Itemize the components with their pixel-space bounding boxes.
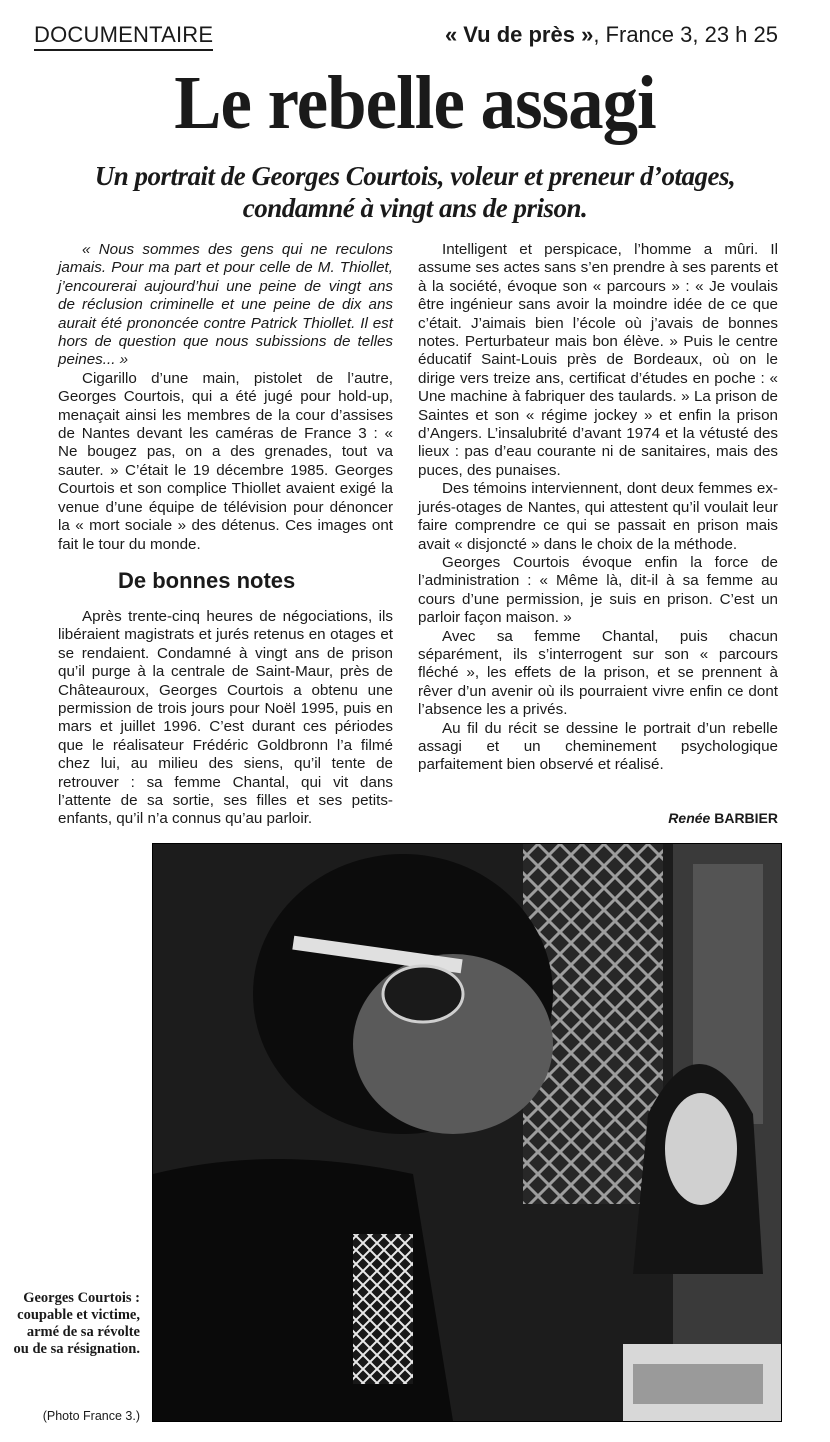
right-column xyxy=(418,241,778,775)
broadcast-info xyxy=(445,22,778,48)
subheading: De bonnes notes xyxy=(118,567,296,593)
paragraph: « Nous sommes des gens qui ne reculons jamais. Pour ma part et pour celle de M. Thiollet, j’encourerai aujourd’hui une peine de vingt ans de réclusion criminelle et une peine de dix ans aurait été prononcée contre Patrick Thiollet. Il est hors de question que nous subissions de telles peines... » xyxy=(58,241,393,369)
channel-time: , France 3, 23 h 25 xyxy=(593,22,778,47)
paragraph: Des témoins interviennent, dont deux femmes ex-jurés-otages de Nantes, qui attestent qu’il voulait leur faire comprendre ce qui se passait en prison mais avait « disjoncté » dans le choix de la méthode. xyxy=(418,480,778,553)
left-column xyxy=(58,241,393,829)
paragraph: Intelligent et perspicace, l’homme a mûri. Il assume ses actes sans s’en prendre à ses parents et à la société, évoque son « parcours » : « Je voulais être ingénieur sans avoir la moindre idée de ce que c’était. J’aimais bien l’école où j’avais de bonnes notes. Perturbateur mais bon élève. » Puis le centre éducatif Saint-Louis près de Bordeaux, où on le dirige vers treize ans, certificat d’études en poche : « Une machine à fabriquer des taulards. » La prison de Saintes et son « régime jockey » et enfin la prison d’Angers. L’insalubrité d’avant 1974 et la vétusté des lieux : pas d’eau courante ni de sanitaires, mais des puces, des punaises. xyxy=(418,241,778,479)
paragraph: Cigarillo d’une main, pistolet de l’autre, Georges Courtois, qui a été jugé pour hold-up, menaçait ainsi les membres de la cour d’assises de Nantes devant les caméras de France 3 : « Ne bougez pas, on a des grenades, tout va sauter. » C’était le 19 décembre 1985. Georges Courtois et son complice Thiollet avaient exigé la venue d’une équipe de télévision pour dénoncer la « mort sociale » des détenus. Ces images ont fait le tour du monde. xyxy=(58,369,393,553)
photo-illustration xyxy=(153,844,781,1421)
author-last-name: BARBIER xyxy=(714,810,778,826)
article-photo xyxy=(152,843,782,1422)
paragraph: Après trente-cinq heures de négociations, ils libéraient magistrats et jurés retenus en otages et se rendaient. Condamné à vingt ans de prison qu’il purge à la centrale de Saint-Maur, près de Châteauroux, Georges Courtois a obtenu une permission de trois jours pour Noël 1995, puis en mars et juillet 1996. C’est durant ces périodes que le réalisateur Frédéric Goldbronn l’a filmé chez lui, au milieu des siens, qu’il tente de retrouver : sa femme Chantal, qui vit dans l’attente de sa sortie, ses filles et ses petits-enfants, qu’il n’a connus qu’au parloir. xyxy=(58,607,393,828)
paragraph: Georges Courtois évoque enfin la force de l’administration : « Même là, dit-il à sa femme au cours d’une permission, je suis en prison. C’est un parloir façon maison. » xyxy=(418,553,778,627)
author-first-name: Renée xyxy=(668,810,711,826)
photo-caption: Georges Courtois : coupable et victime, armé de sa révolte ou de sa résignation. xyxy=(13,1290,140,1357)
photo-credit: (Photo France 3.) xyxy=(42,1409,140,1423)
section-rubric: DOCUMENTAIRE xyxy=(34,22,213,51)
program-title: « Vu de près » xyxy=(444,22,594,47)
paragraph: Au fil du récit se dessine le portrait d’un rebelle assagi et un cheminement psychologique parfaitement bien observé et réalisé. xyxy=(418,719,778,774)
article-headline: Le rebelle assagi xyxy=(174,61,656,145)
paragraph: Avec sa femme Chantal, puis chacun séparément, ils s’interrogent sur son « parcours fléché », les effets de la prison, et se prennent à rêver d’un avenir où ils pourraient vivre enfin ce dont l’absence les a privés. xyxy=(418,627,778,719)
article-deck: Un portrait de Georges Courtois, voleur et preneur d’otages, condamné à vingt ans de prison. xyxy=(94,161,736,223)
byline xyxy=(668,809,778,827)
